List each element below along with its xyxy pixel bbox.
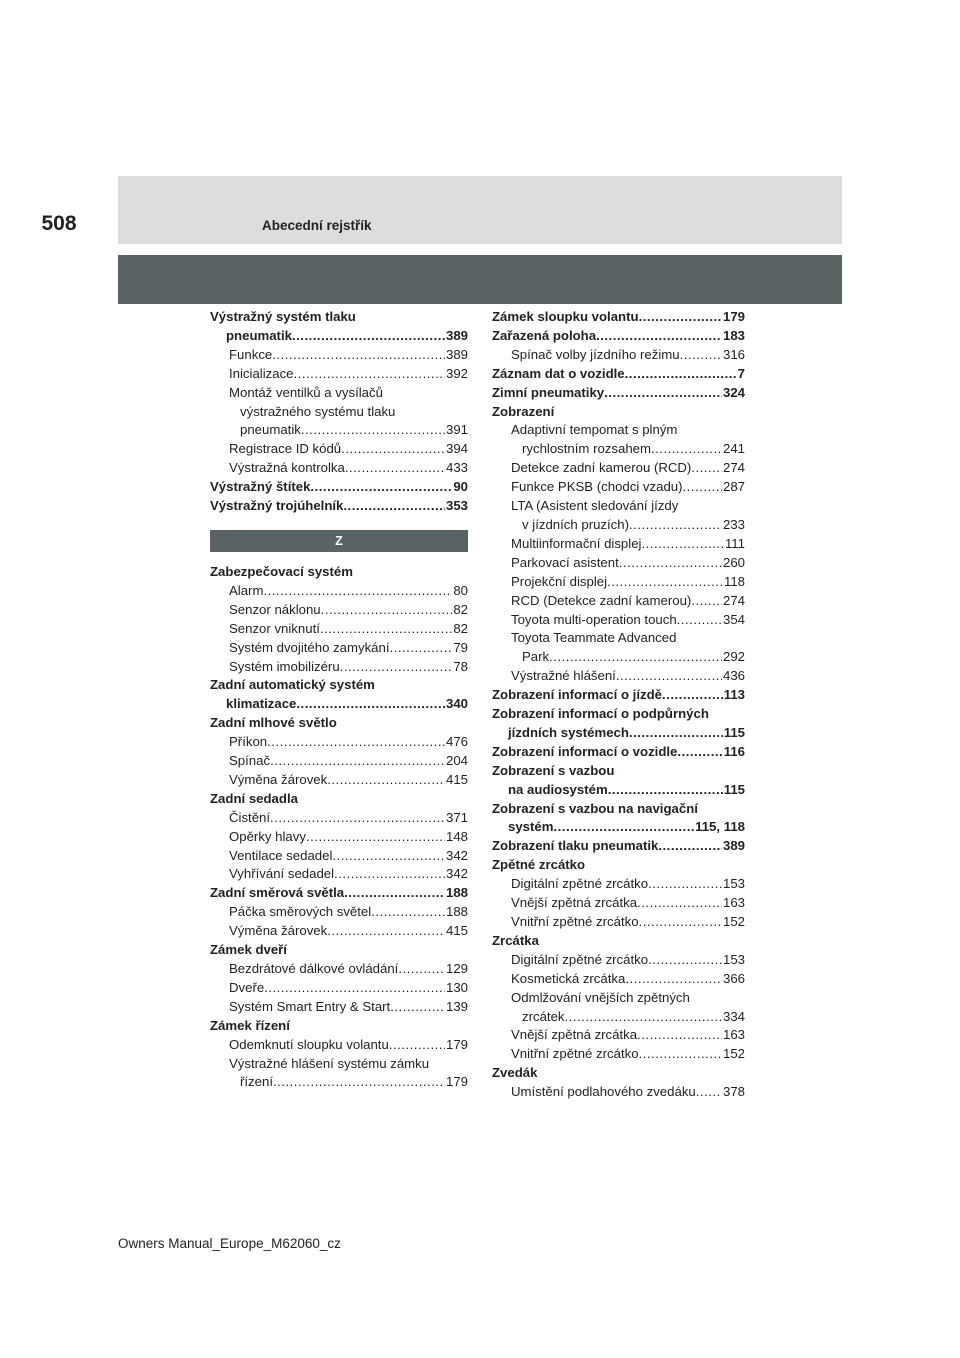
- index-entry[interactable]: systém ..... 115, 118: [492, 818, 745, 837]
- index-subentry[interactable]: Páčka směrových světel ..... 188: [210, 903, 468, 922]
- index-subentry[interactable]: Vyhřívání sedadel ..... 342: [210, 865, 468, 884]
- index-subentry[interactable]: Opěrky hlavy ..... 148: [210, 828, 468, 847]
- index-subentry-line: Odmlžování vnějších zpětných: [511, 989, 690, 1005]
- index-subentry[interactable]: Inicializace ..... 392: [210, 365, 468, 384]
- index-heading: Zrcátka: [492, 932, 539, 948]
- index-subentry[interactable]: Senzor vniknutí ..... 82: [210, 620, 468, 639]
- index-subentry-line: výstražného systému tlaku: [240, 403, 396, 419]
- index-subentry[interactable]: Funkce PKSB (chodci vzadu) ..... 287: [492, 478, 745, 497]
- index-subentry[interactable]: Vnitřní zpětné zrcátko ..... 152: [492, 913, 745, 932]
- index-entry[interactable]: Zobrazení tlaku pneumatik ..... 389: [492, 837, 745, 856]
- index-subentry[interactable]: Výstražná kontrolka ..... 433: [210, 459, 468, 478]
- index-heading: Zobrazení informací o podpůrných: [492, 706, 709, 722]
- index-subentry[interactable]: pneumatik ..... 391: [210, 421, 468, 440]
- index-subentry[interactable]: Spínač volby jízdního režimu ..... 316: [492, 346, 745, 365]
- header-dark-band: [118, 255, 842, 304]
- index-subentry[interactable]: Vnější zpětná zrcátka ..... 163: [492, 1026, 745, 1045]
- index-heading: Zobrazení s vazbou na navigační: [492, 800, 698, 816]
- index-subentry[interactable]: Vnitřní zpětné zrcátko ..... 152: [492, 1045, 745, 1064]
- index-subentry[interactable]: Výstražné hlášení ..... 436: [492, 667, 745, 686]
- index-subentry[interactable]: Projekční displej ..... 118: [492, 573, 745, 592]
- index-subentry-line: Montáž ventilků a vysílačů: [229, 384, 383, 400]
- index-entry[interactable]: klimatizace ..... 340: [210, 695, 468, 714]
- index-subentry[interactable]: Multiinformační displej ..... 111: [492, 535, 745, 554]
- index-column-left: [210, 308, 468, 1092]
- index-subentry[interactable]: Ventilace sedadel ..... 342: [210, 847, 468, 866]
- index-heading: Zpětné zrcátko: [492, 857, 586, 873]
- index-subentry[interactable]: RCD (Detekce zadní kamerou) ..... 274: [492, 592, 745, 611]
- index-entry[interactable]: Záznam dat o vozidle ..... 7: [492, 365, 745, 384]
- index-subentry[interactable]: Systém dvojitého zamykání ..... 79: [210, 639, 468, 658]
- index-heading: Zámek řízení: [210, 1017, 290, 1033]
- index-subentry[interactable]: Výměna žárovek ..... 415: [210, 922, 468, 941]
- index-subentry-line: Adaptivní tempomat s plným: [511, 422, 678, 438]
- index-entry[interactable]: Zámek sloupku volantu ..... 179: [492, 308, 745, 327]
- index-subentry-line: Toyota Teammate Advanced: [511, 630, 677, 646]
- index-subentry[interactable]: Odemknutí sloupku volantu ..... 179: [210, 1036, 468, 1055]
- index-subentry[interactable]: Digitální zpětné zrcátko ..... 153: [492, 875, 745, 894]
- index-subentry[interactable]: Systém Smart Entry & Start ..... 139: [210, 998, 468, 1017]
- index-subentry[interactable]: rychlostním rozsahem ..... 241: [492, 440, 745, 459]
- index-heading: Zabezpečovací systém: [210, 563, 353, 579]
- index-entry[interactable]: Zadní směrová světla ..... 188: [210, 884, 468, 903]
- index-subentry[interactable]: Příkon ..... 476: [210, 733, 468, 752]
- index-heading: Zadní sedadla: [210, 790, 298, 806]
- index-entry[interactable]: Zobrazení informací o jízdě ..... 113: [492, 686, 745, 705]
- index-entry[interactable]: Zimní pneumatiky ..... 324: [492, 384, 745, 403]
- index-subentry[interactable]: Funkce ..... 389: [210, 346, 468, 365]
- index-heading: Výstražný systém tlaku: [210, 309, 356, 324]
- index-heading: Zobrazení s vazbou: [492, 762, 615, 778]
- letter-divider: Z: [210, 530, 468, 552]
- section-title: Abecední rejstřík: [262, 218, 372, 233]
- index-subentry-line: Výstražné hlášení systému zámku: [229, 1055, 430, 1071]
- index-heading: Zobrazení: [492, 403, 555, 419]
- index-subentry-line: LTA (Asistent sledování jízdy: [511, 498, 679, 514]
- header-band: [118, 176, 842, 244]
- index-subentry[interactable]: Parkovací asistent ..... 260: [492, 554, 745, 573]
- index-entry[interactable]: pneumatik ..... 389: [210, 327, 468, 346]
- index-subentry[interactable]: Toyota multi-operation touch ..... 354: [492, 611, 745, 630]
- index-subentry[interactable]: Alarm ..... 80: [210, 582, 468, 601]
- index-entry[interactable]: Výstražný štítek ..... 90: [210, 478, 468, 497]
- index-subentry[interactable]: Digitální zpětné zrcátko ..... 153: [492, 951, 745, 970]
- index-subentry[interactable]: Umístění podlahového zvedáku ..... 378: [492, 1083, 745, 1102]
- index-subentry[interactable]: Vnější zpětná zrcátka ..... 163: [492, 894, 745, 913]
- index-subentry[interactable]: zrcátek ..... 334: [492, 1008, 745, 1027]
- index-subentry[interactable]: Spínač ..... 204: [210, 752, 468, 771]
- index-subentry[interactable]: Kosmetická zrcátka ..... 366: [492, 970, 745, 989]
- index-heading: Zadní mlhové světlo: [210, 715, 337, 731]
- index-subentry[interactable]: řízení ..... 179: [210, 1073, 468, 1092]
- index-heading: Zadní automatický systém: [210, 677, 375, 693]
- index-subentry[interactable]: Senzor náklonu ..... 82: [210, 601, 468, 620]
- index-subentry[interactable]: Čistění ..... 371: [210, 809, 468, 828]
- index-subentry[interactable]: Registrace ID kódů ..... 394: [210, 440, 468, 459]
- index-subentry[interactable]: Dveře ..... 130: [210, 979, 468, 998]
- index-entry[interactable]: Výstražný trojúhelník ..... 353: [210, 497, 468, 516]
- index-entry[interactable]: Zobrazení informací o vozidle ..... 116: [492, 743, 745, 762]
- footer-doc-id: Owners Manual_Europe_M62060_cz: [118, 1236, 341, 1251]
- index-heading: Zvedák: [492, 1065, 538, 1081]
- index-heading: Zámek dveří: [210, 942, 287, 958]
- index-subentry[interactable]: Bezdrátové dálkové ovládání ..... 129: [210, 960, 468, 979]
- index-subentry[interactable]: Detekce zadní kamerou (RCD) ..... 274: [492, 459, 745, 478]
- index-subentry[interactable]: Park ..... 292: [492, 648, 745, 667]
- index-entry[interactable]: jízdních systémech ..... 115: [492, 724, 745, 743]
- index-subentry[interactable]: Systém imobilizéru ..... 78: [210, 658, 468, 677]
- index-subentry[interactable]: v jízdních pruzích) ..... 233: [492, 516, 745, 535]
- index-entry[interactable]: na audiosystém ..... 115: [492, 781, 745, 800]
- index-subentry[interactable]: Výměna žárovek ..... 415: [210, 771, 468, 790]
- index-entry[interactable]: Zařazená poloha ..... 183: [492, 327, 745, 346]
- index-column-right: [492, 308, 745, 1102]
- page-number: 508: [41, 212, 77, 235]
